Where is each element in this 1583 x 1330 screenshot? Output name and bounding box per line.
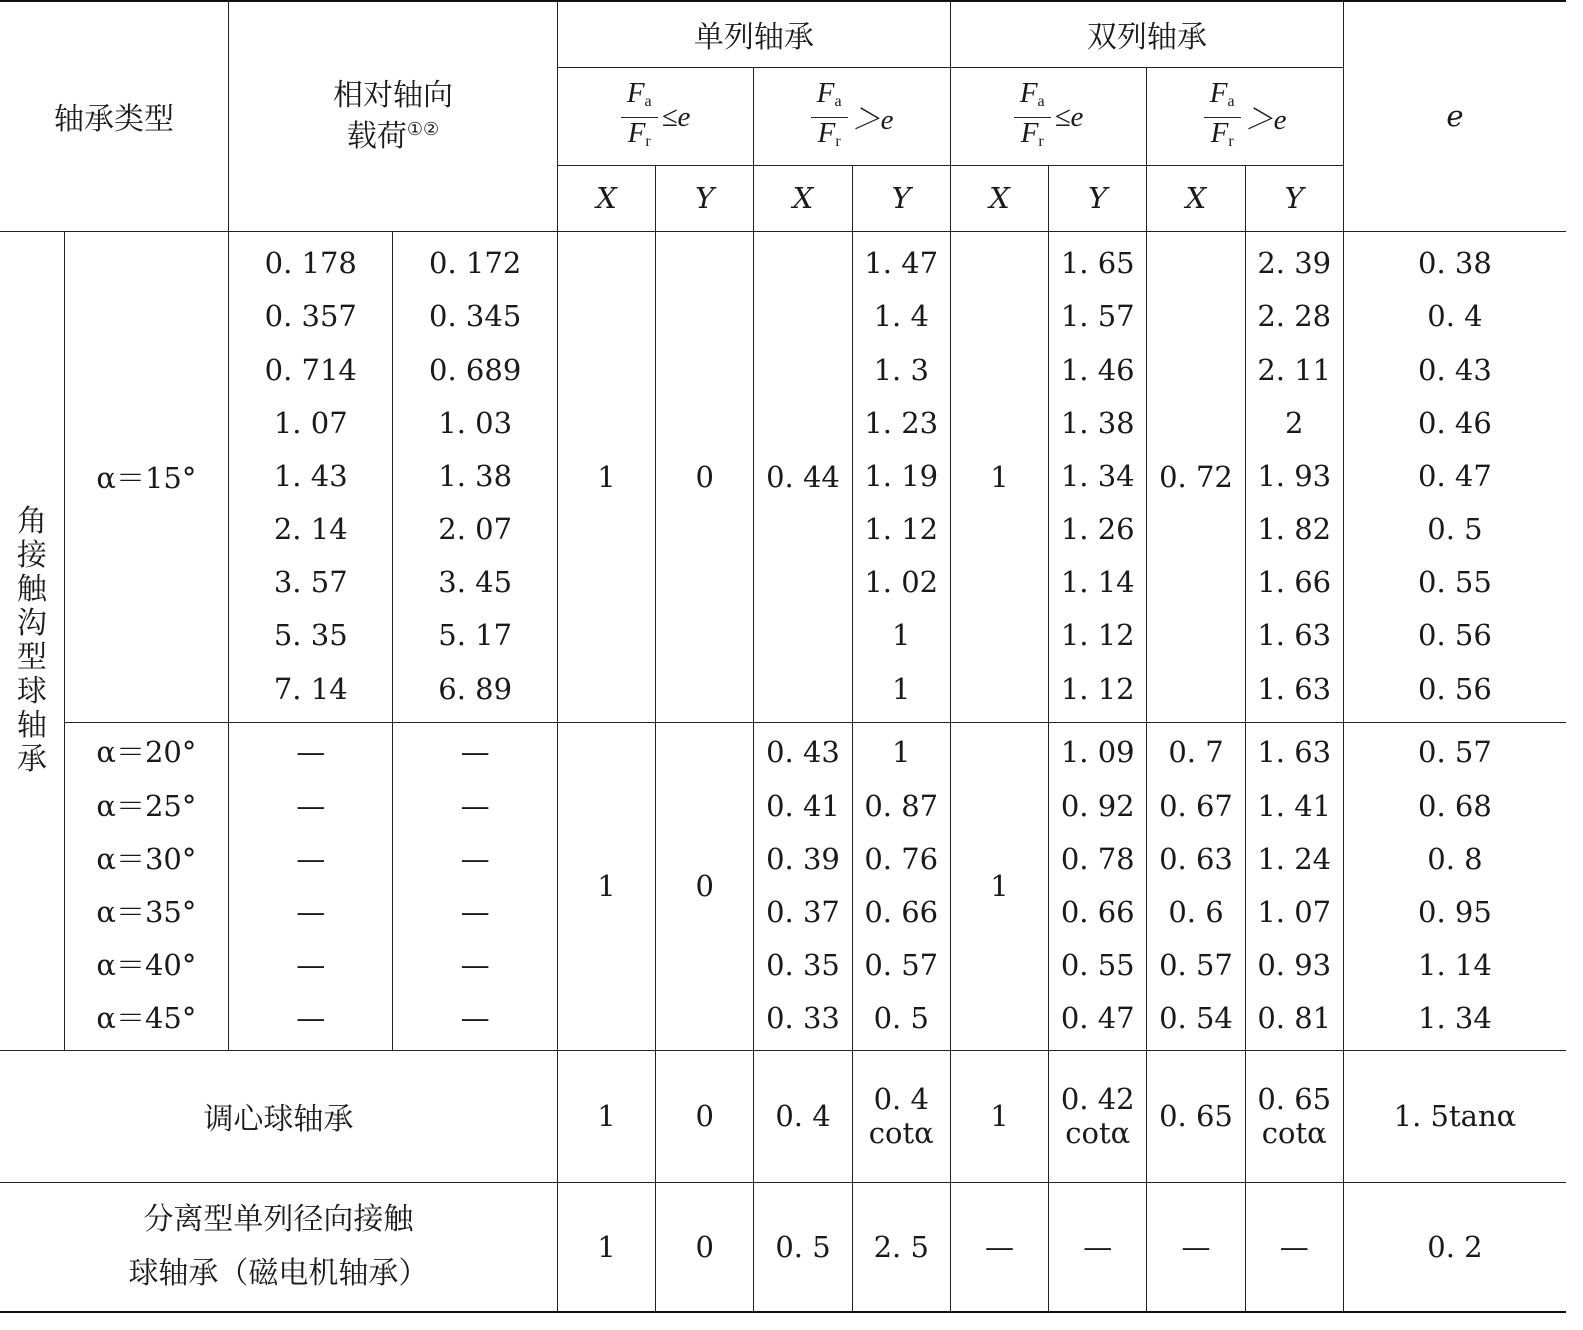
separable-slx: 1: [557, 1182, 655, 1312]
alpha-15-single-le-x: 1: [557, 231, 655, 722]
header-e: e: [1343, 1, 1566, 231]
header-double-row: 双列轴承: [950, 1, 1343, 67]
alpha-15-double-gt-x: 0. 72: [1147, 231, 1245, 722]
header-relative-axial-load: 相对轴向 载荷①②: [229, 1, 558, 231]
header-bearing-type: 轴承类型: [0, 1, 229, 231]
alpha-15-single-gt-x: 0. 44: [754, 231, 852, 722]
alpha-other-load-b: — — — — — —: [393, 722, 557, 1050]
self-aligning-sly: 0: [656, 1050, 754, 1182]
alpha-other-double-le-x: 1: [950, 722, 1048, 1050]
alpha-15-e: 0. 38 0. 4 0. 43 0. 46 0. 47 0. 5 0. 55 0. 56 0. 56: [1343, 231, 1566, 722]
header-single-row: 单列轴承: [557, 1, 950, 67]
header-y: Y: [1049, 165, 1147, 231]
header-single-gt: $F_a$ $F_r$ ＞e: [754, 67, 951, 165]
alpha-other-single-le-x: 1: [557, 722, 655, 1050]
separable-e: 0. 2: [1343, 1182, 1566, 1312]
separable-dgx: —: [1147, 1182, 1245, 1312]
header-y: Y: [656, 165, 754, 231]
alpha-15-single-gt-y: 1. 47 1. 4 1. 3 1. 23 1. 19 1. 12 1. 02 1 1: [852, 231, 950, 722]
separable-sly: 0: [656, 1182, 754, 1312]
header-double-gt: $F_a$ $F_r$ ＞e: [1147, 67, 1344, 165]
separable-label: 分离型单列径向接触 球轴承（磁电机轴承）: [0, 1182, 557, 1312]
alpha-other-e: 0. 57 0. 68 0. 8 0. 95 1. 14 1. 34: [1343, 722, 1566, 1050]
separable-sgx: 0. 5: [754, 1182, 852, 1312]
alpha-other-double-gt-x: 0. 7 0. 67 0. 63 0. 6 0. 57 0. 54: [1147, 722, 1245, 1050]
alpha-15-double-le-x: 1: [950, 231, 1048, 722]
separable-dly: —: [1049, 1182, 1147, 1312]
self-aligning-dlx: 1: [950, 1050, 1048, 1182]
separable-dlx: —: [950, 1182, 1048, 1312]
alpha-other-single-gt-x: 0. 43 0. 41 0. 39 0. 37 0. 35 0. 33: [754, 722, 852, 1050]
header-double-le: $\frac{F_a}{F_r}$ ≤e: [950, 67, 1147, 165]
self-aligning-dgy: 0. 65 cotα: [1245, 1050, 1343, 1182]
alpha-15-single-le-y: 0: [656, 231, 754, 722]
self-aligning-dly: 0. 42 cotα: [1049, 1050, 1147, 1182]
header-single-le: $\frac{F_a}{F_r}$ ≤e: [557, 67, 754, 165]
angular-contact-label: 角 接 触 沟 型 球 轴 承: [0, 231, 64, 1050]
alpha-15-double-gt-y: 2. 39 2. 28 2. 11 2 1. 93 1. 82 1. 66 1. 63 1. 63: [1245, 231, 1343, 722]
footnote-markers: ①②: [406, 118, 440, 140]
header-x: X: [1147, 165, 1245, 231]
alpha-other-load-a: — — — — — —: [229, 722, 393, 1050]
alpha-15-double-le-y: 1. 65 1. 57 1. 46 1. 38 1. 34 1. 26 1. 14 1. 12 1. 12: [1049, 231, 1147, 722]
header-y: Y: [1245, 165, 1343, 231]
alpha-other-labels: α＝20° α＝25° α＝30° α＝35° α＝40° α＝45°: [64, 722, 228, 1050]
self-aligning-e: 1. 5tanα: [1343, 1050, 1566, 1182]
alpha-other-double-gt-y: 1. 63 1. 41 1. 24 1. 07 0. 93 0. 81: [1245, 722, 1343, 1050]
alpha-15-load-b: 0. 172 0. 345 0. 689 1. 03 1. 38 2. 07 3. 45 5. 17 6. 89: [393, 231, 557, 722]
header-y: Y: [852, 165, 950, 231]
separable-dgy: —: [1245, 1182, 1343, 1312]
header-x: X: [557, 165, 655, 231]
self-aligning-label: 调心球轴承: [0, 1050, 557, 1182]
alpha-other-single-gt-y: 1 0. 87 0. 76 0. 66 0. 57 0. 5: [852, 722, 950, 1050]
alpha-15-label: α＝15°: [64, 231, 228, 722]
self-aligning-sgy: 0. 4 cotα: [852, 1050, 950, 1182]
alpha-other-single-le-y: 0: [656, 722, 754, 1050]
self-aligning-sgx: 0. 4: [754, 1050, 852, 1182]
self-aligning-dgx: 0. 65: [1147, 1050, 1245, 1182]
header-x: X: [950, 165, 1048, 231]
separable-sgy: 2. 5: [852, 1182, 950, 1312]
alpha-other-double-le-y: 1. 09 0. 92 0. 78 0. 66 0. 55 0. 47: [1049, 722, 1147, 1050]
alpha-15-load-a: 0. 178 0. 357 0. 714 1. 07 1. 43 2. 14 3. 57 5. 35 7. 14: [229, 231, 393, 722]
self-aligning-slx: 1: [557, 1050, 655, 1182]
header-x: X: [754, 165, 852, 231]
